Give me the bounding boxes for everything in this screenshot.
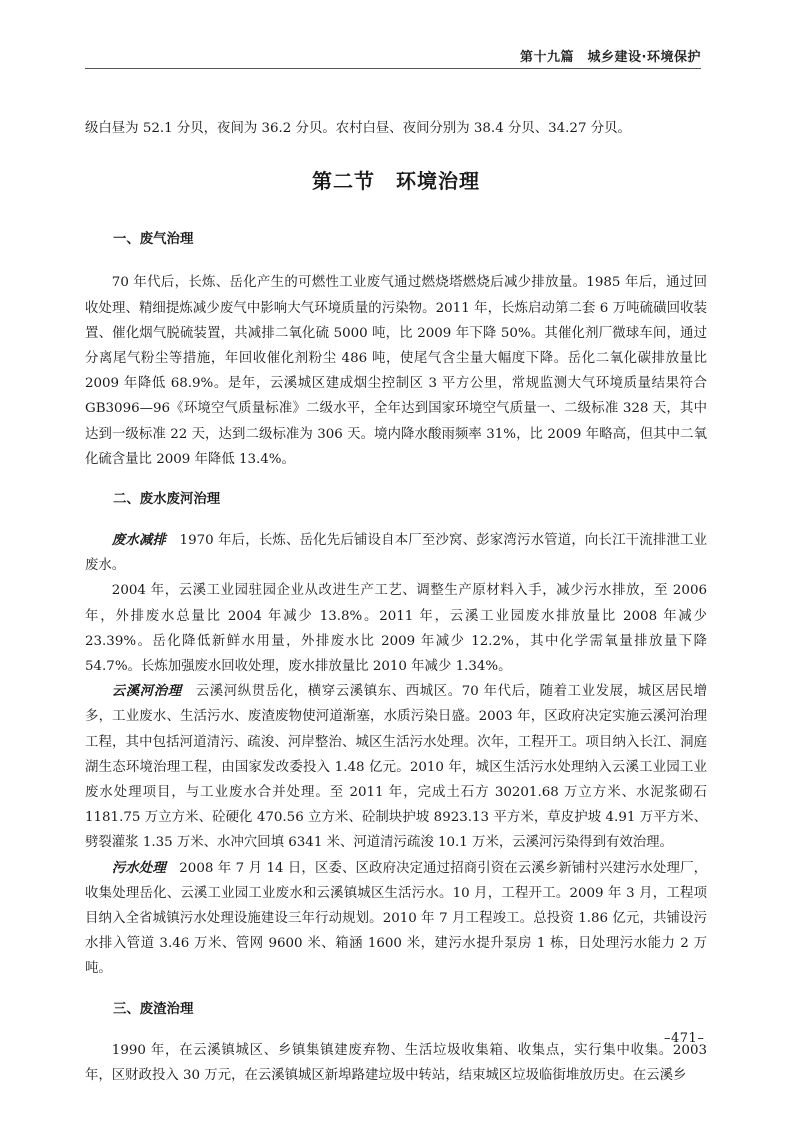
- paragraph-sewage-treatment: [85, 856, 707, 982]
- running-head: 第十九篇 城乡建设·环境保护: [520, 50, 701, 65]
- paragraph-industrial-park: 2004 年，云溪工业园驻园企业从改进生产工艺、调整生产原材料入手，减少污水排放，至 2006 年，外排废水总量比 2004 年减少 13.8%。2011 年，云溪工业园废水排放量比 2008 年减少 23.39%。岳化降低新鲜水用量，外排废水比 2009 年减少 12.2%，其中化学需氧量排放量下降 54.7%。长炼加强废水回收处理，废水排放量比 2010 年减少 1.34%。: [85, 583, 707, 675]
- continuation-paragraph: 级白昼为 52.1 分贝，夜间为 36.2 分贝。农村白昼、夜间分别为 38.4 分贝、34.27 分贝。: [85, 121, 631, 136]
- subsection-heading-waste-water: 二、废水废河治理: [113, 492, 221, 508]
- paragraph-text: 1970 年后，长炼、岳化先后铺设自本厂至沙窝、彭家湾污水管道，向长江干流排泄工业废水。: [85, 533, 708, 574]
- header-rule: [85, 68, 701, 69]
- paragraph-waste-gas: 70 年代后，长炼、岳化产生的可燃性工业废气通过燃烧塔燃烧后减少排放量。1985 年后，通过回收处理、精细提炼减少废气中影响大气环境质量的污染物。2011 年，长炼启动第二套 6 万吨硫磺回收装置、催化烟气脱硫装置，共减排二氧化硫 5000 吨，比 2009 年下降 50%。其催化剂厂微球车间，通过分离尾气粉尘等措施，年回收催化剂粉尘 486 吨，使尾气含尘量大幅度下降。岳化二氧化碳排放量比 2009 年降低 68.9%。是年，云溪城区建成烟尘控制区 3 平方公里，常规监测大气环境质量结果符合 GB3096—96《环境空气质量标准》二级水平，全年达到国家环境空气质量一、二级标准 328 天，其中达到一级标准 22 天，达到二级标准为 306 天。境内降水酸雨频率 31%，比 2009 年略高，但其中二氧化硫含量比 2009 年降低 13.4%。: [85, 275, 707, 467]
- paragraph-yunxi-river: [85, 679, 707, 855]
- run-in-heading: 污水处理: [111, 859, 166, 876]
- section-title: 第二节 环境治理: [312, 169, 480, 194]
- subsection-heading-waste-gas: 一、废气治理: [113, 232, 194, 248]
- paragraph-text: 云溪河纵贯岳化，横穿云溪镇东、西城区。70 年代后，随着工业发展，城区居民增多，工业废水、生活污水、废渣废物使河道渐塞，水质污染日盛。2003 年，区政府决定实施云溪河治理工程，其中包括河道清污、疏浚、河岸整治、城区生活污水处理。次年，工程开工。项目纳入长江、洞庭湖生态环境治理工程，由国家发改委投入 1.48 亿元。2010 年，城区生活污水处理纳入云溪工业园工业废水处理项目，与工业废水合并处理。至 2011 年，完成土石方 30201.68 万立方米、水泥浆砌石 1181.75 万立方米、砼硬化 470.56 立方米、砼制块护坡 8923.13 平方米，草皮护坡 4.91 万平方米、劈裂灌浆 1.35 万米、水冲穴回填 6341 米、河道清污疏浚 10.1 万米，云溪河污染得到有效治理。: [85, 684, 708, 851]
- subsection-heading-waste-residue: 三、废渣治理: [113, 1001, 194, 1017]
- run-in-heading: 云溪河治理: [111, 683, 182, 700]
- paragraph-text: 2008 年 7 月 14 日，区委、区政府决定通过招商引资在云溪乡新铺村兴建污水处理厂，收集处理岳化、云溪工业园工业废水和云溪镇城区生活污水。10 月，工程开工。2009 年 3 月，工程项目纳入全省城镇污水处理设施建设三年行动规划。2010 年 7 月工程竣工。总投资 1.86 亿元，共铺设污水排入管道 3.46 万米、管网 9600 米、箱涵 1600 米，建污水提升泵房 1 栋，日处理污水能力 2 万吨。: [85, 860, 707, 977]
- paragraph-wastewater-reduction: [85, 528, 707, 578]
- run-in-heading: 废水减排: [111, 532, 167, 549]
- page-number: –471–: [664, 1031, 705, 1046]
- page-body: [85, 116, 707, 1088]
- paragraph-waste-residue: 1990 年，在云溪镇城区、乡镇集镇建废弃物、生活垃圾收集箱、收集点，实行集中收集。2003 年，区财政投入 30 万元，在云溪镇城区新埠路建垃圾中转站，结束城区垃圾临街堆放历史。在云溪乡: [85, 1042, 707, 1083]
